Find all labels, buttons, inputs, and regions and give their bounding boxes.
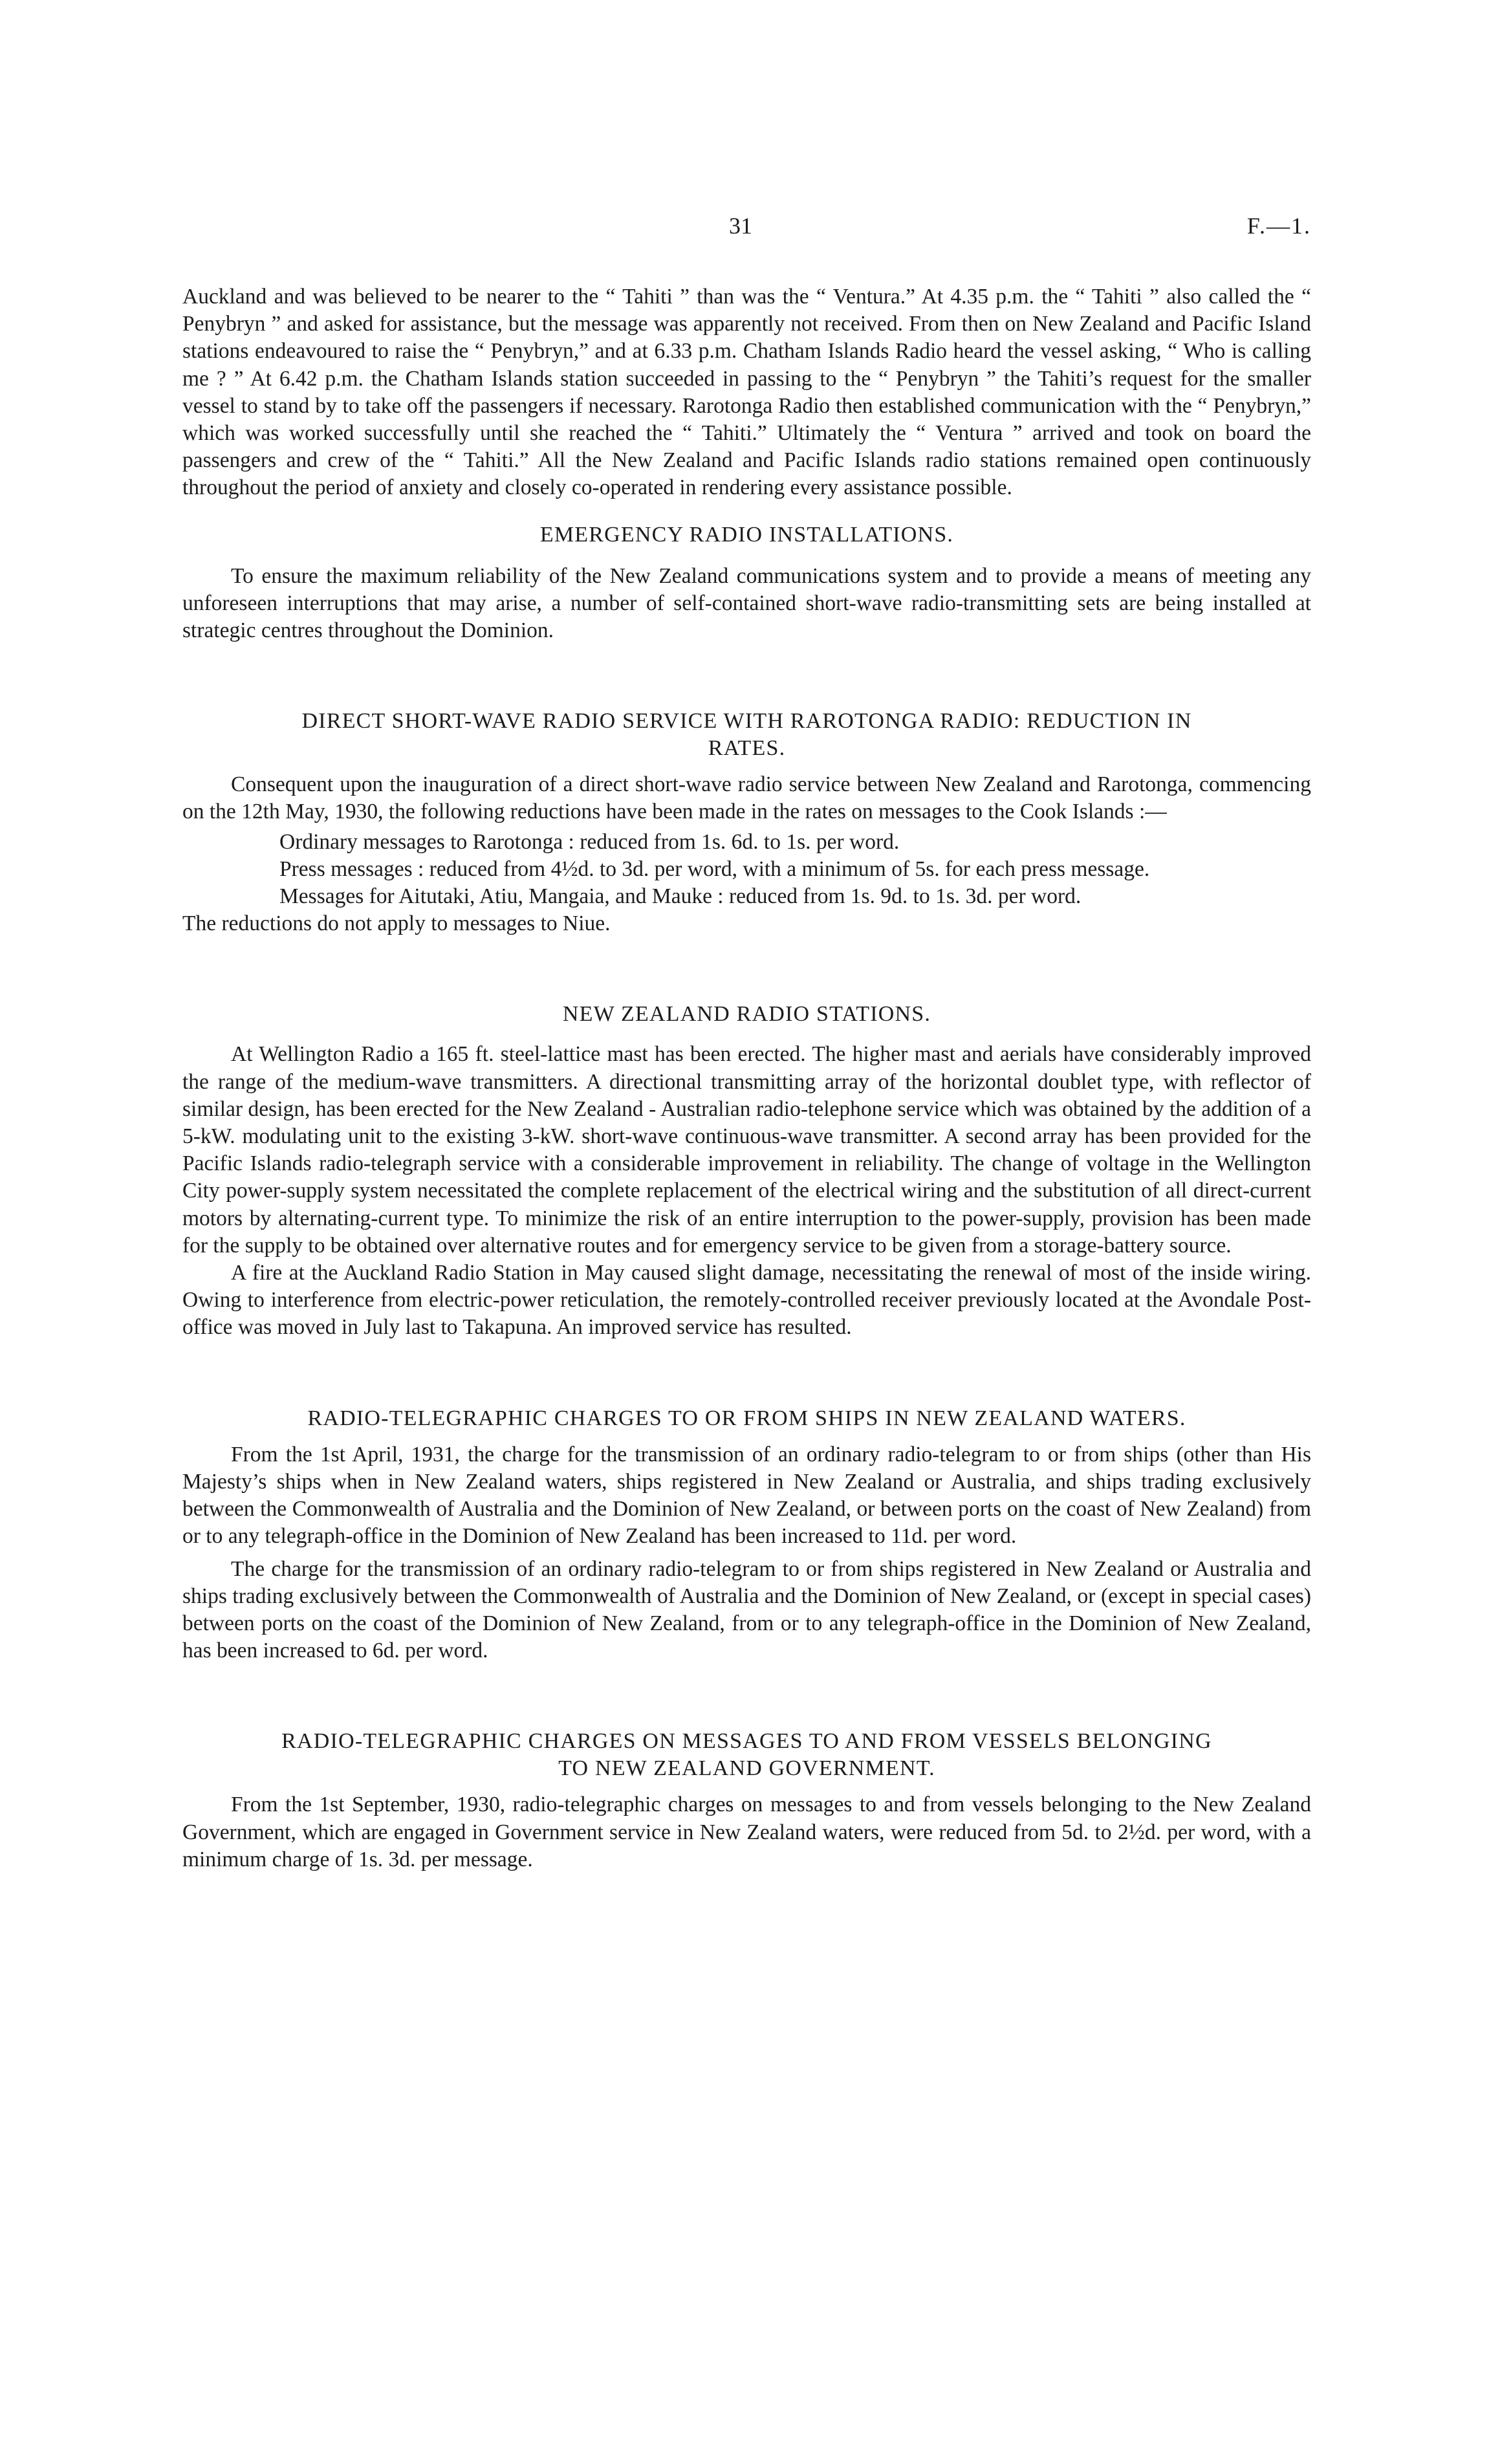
rate-item: Ordinary messages to Rarotonga : reduced from 1s. 6d. to 1s. per word. [279,829,900,854]
ship-charges-paragraph-2: The charge for the transmission of an ordinary radio-telegram to or from ships registered in New Zealand or Australia and ships trading exclusively between the Commonwealth of Australia and the Dominion of New Zealand, or (except in special cases) between ports on the coast of the Dominion of New Zealand, from or to any telegraph-office in the Dominion of New Zealand, has been increased to 6d. per word. [182,1556,1311,1663]
heading-nz-radio-stations: NEW ZEALAND RADIO STATIONS. [562,1002,931,1027]
heading-government-vessels-line1: RADIO-TELEGRAPHIC CHARGES ON MESSAGES TO AND FROM VESSELS BELONGING [281,1729,1212,1754]
rate-item: Messages for Aitutaki, Atiu, Mangaia, and Mauke : reduced from 1s. 9d. to 1s. 3d. per word. [279,884,1082,909]
heading-direct-shortwave-line1: DIRECT SHORT-WAVE RADIO SERVICE WITH RAROTONGA RADIO: REDUCTION IN [301,709,1192,734]
heading-direct-shortwave-line2: RATES. [708,736,786,761]
heading-government-vessels-line2: TO NEW ZEALAND GOVERNMENT. [558,1756,935,1781]
auckland-paragraph: A fire at the Auckland Radio Station in May caused slight damage, necessitating the renewal of most of the inside wiring. Owing to interference from electric-power reticulation, the remotely-controlled receiver previously located at the Avondale Post-office was moved in July last to Takapuna. An improved service has resulted. [182,1261,1311,1340]
niue-note: The reductions do not apply to messages to Niue. [182,911,611,936]
intro-paragraph: Auckland and was believed to be nearer to the “ Tahiti ” than was the “ Ventura.” At 4.35 p.m. the “ Tahiti ” also called the “ Penybryn ” and asked for assistance, but the message was apparently not received. From then on New Zealand and Pacific Island stations endeavoured to raise the “ Penybryn,” and at 6.33 p.m. Chatham Islands Radio heard the vessel asking, “ Who is calling me ? ” At 6.42 p.m. the Chatham Islands station succeeded in passing to the “ Penybryn ” the Tahiti’s request for the smaller vessel to stand by to take off the passengers if necessary. Rarotonga Radio then established communication with the “ Penybryn,” which was worked successfully until she reached the “ Tahiti.” Ultimately the “ Ventura ” arrived and took on board the passengers and crew of the “ Tahiti.” All the New Zealand and Pacific Islands radio stations remained open continuously throughout the period of anxiety and closely co-operated in rendering every assistance possible. [182,285,1311,500]
page-number: 31 [729,213,752,239]
ship-charges-paragraph-1: From the 1st April, 1931, the charge for the transmission of an ordinary radio-telegram to or from ships (other than His Majesty’s ships when in New Zealand waters, ships registered in New Zealand or Australia, and ships trading exclusively between the Commonwealth of Australia and the Dominion of New Zealand, or between ports on the coast of New Zealand) from or to any telegraph-office in the Dominion of New Zealand has been increased to 11d. per word. [182,1442,1311,1549]
page-header [182,212,1311,245]
document-body [182,283,1311,1873]
rate-item: Press messages : reduced from 4½d. to 3d. per word, with a minimum of 5s. for each press message. [279,856,1150,881]
emergency-paragraph: To ensure the maximum reliability of the New Zealand communications system and to provide a means of meeting any unforeseen interruptions that may arise, a number of self-contained short-wave radio-transmitting sets are being installed at strategic centres throughout the Dominion. [182,563,1311,643]
wellington-paragraph: At Wellington Radio a 165 ft. steel-lattice mast has been erected. The higher mast and aerials have considerably improved the range of the medium-wave transmitters. A directional transmitting array of the horizontal doublet type, with reflector of similar design, has been erected for the New Zealand - Australian radio-telephone service which was obtained by the addition of a 5-kW. modulating unit to the existing 3-kW. short-wave continuous-wave transmitter. A second array has been provided for the Pacific Islands radio-telegraph service with a considerable improvement in reliability. The change of voltage in the Wellington City power-supply system necessitated the complete replacement of the electrical wiring and the substitution of all direct-current motors by alternating-current type. To minimize the risk of an entire interruption to the power-supply, provision has been made for the supply to be obtained over alternative routes and for emergency service to be given from a storage-battery source. [182,1042,1311,1258]
government-vessels-paragraph: From the 1st September, 1930, radio-telegraphic charges on messages to and from vessels belonging to the New Zealand Government, which are engaged in Government service in New Zealand waters, were reduced from 5d. to 2½d. per word, with a minimum charge of 1s. 3d. per message. [182,1793,1311,1871]
heading-ship-charges: RADIO-TELEGRAPHIC CHARGES TO OR FROM SHIPS IN NEW ZEALAND WATERS. [307,1406,1186,1430]
rarotonga-paragraph: Consequent upon the inauguration of a direct short-wave radio service between New Zealand and Rarotonga, commencing on the 12th May, 1930, the following reductions have been made in the rates on messages to the Cook Islands :— [182,772,1311,824]
heading-emergency-radio: EMERGENCY RADIO INSTALLATIONS. [539,522,954,547]
document-reference: F.—1. [1246,213,1311,239]
